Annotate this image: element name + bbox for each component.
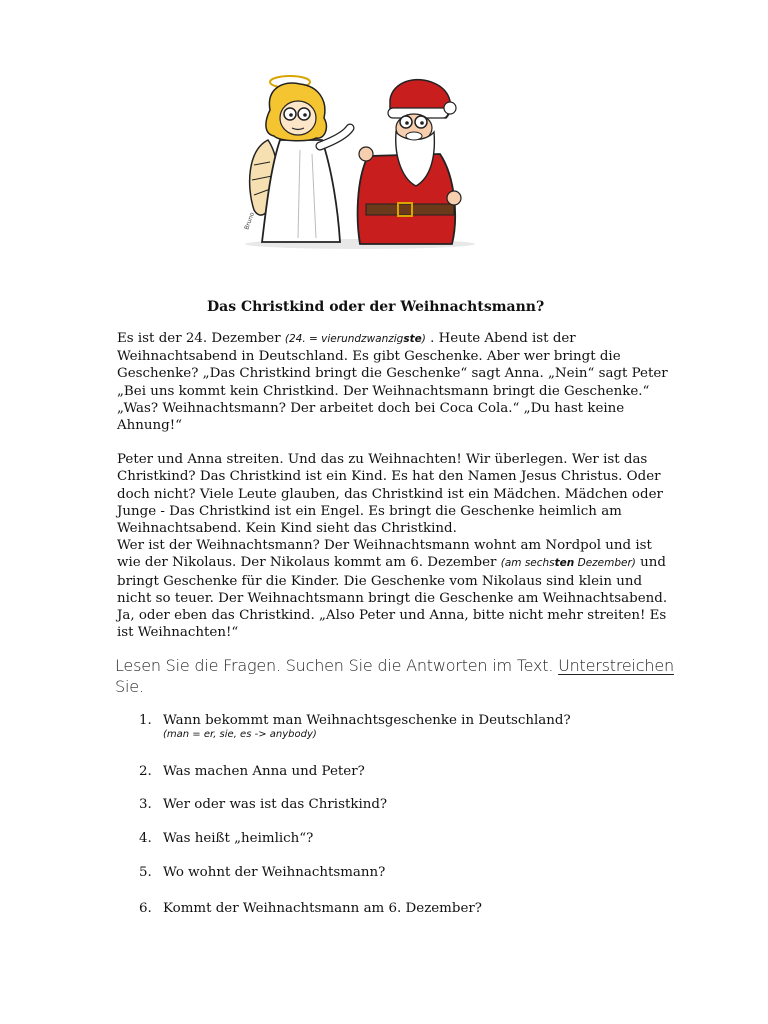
santa-belt — [366, 204, 454, 215]
question-hint: (man = er, sie, es -> anybody) — [163, 729, 317, 740]
artist-signature: Bruno — [243, 211, 256, 231]
story-paragraph-1: Es ist der 24. Dezember (24. = vierundzwanzigste) . Heute Abend ist der Weihnachtsabend in Deutschland. Es gibt Geschenke. Aber wer bringt die Geschenke? „Das Christkind bringt die Geschenke“ sagt Anna. „Nein“ sagt Peter „Bei uns kommt kein Christkind. Der Weihnachtsmann bringt die Geschenke.“ „Was? Weihnachtsmann? Der arbeitet doch bei Coca Cola.“ „Du hast keine Ahnung!“ — [117, 331, 668, 434]
question-item: 5. Wo wohnt der Weihnachtsmann? — [139, 865, 386, 880]
underline-keyword: Unterstreichen — [558, 656, 674, 675]
story-paragraph-2: Peter und Anna streiten. Und das zu Weihnachten! Wir überlegen. Wer ist das Christkind? Das Christkind ist ein Kind. Es hat den Namen Jesus Christus. Oder doch nicht? Viele Leute glauben, das Christkind ist ein Mädchen. Mädchen oder Junge - Das Christkind ist ein Engel. Es bringt die Geschenke heimlich am Weihnachtsabend. Kein Kind sieht das Christkind. — [117, 452, 663, 537]
question-item: 2. Was machen Anna und Peter? — [139, 764, 365, 779]
story-text — [117, 330, 677, 641]
task-instruction: Lesen Sie die Fragen. Suchen Sie die Antworten im Text. Unterstreichen Sie. — [115, 656, 674, 696]
inline-note: (24. = vierundzwanzigste) — [284, 333, 426, 345]
christmas-illustration — [240, 70, 480, 250]
page-title: Das Christkind oder der Weihnachtsmann? — [207, 299, 545, 315]
inline-note: (am sechsten Dezember) — [500, 557, 636, 570]
question-item: 6. Kommt der Weihnachtsmann am 6. Dezember? — [139, 901, 482, 916]
question-item: 3. Wer oder was ist das Christkind? — [139, 797, 388, 812]
question-item: 4. Was heißt „heimlich“? — [139, 831, 314, 846]
question-item: 1. Wann bekommt man Weihnachtsgeschenke in Deutschland? (man = er, sie, es -> anybody) — [139, 713, 571, 740]
santa-hand — [359, 147, 373, 161]
story-paragraph-3: Wer ist der Weihnachtsmann? Der Weihnachtsmann wohnt am Nordpol und ist wie der Nikolaus. Der Nikolaus kommt am 6. Dezember (am sechsten Dezember) und bringt Geschenke für die Kinder. Die Geschenke vom Nikolaus sind klein und nicht so teuer. Der Weihnachtsmann bringt die Geschenke am Weihnachtsabend. Ja, oder eben das Christkind. „Also Peter und Anna, bitte nicht mehr streiten! Es ist Weihnachten!“ — [117, 538, 668, 641]
